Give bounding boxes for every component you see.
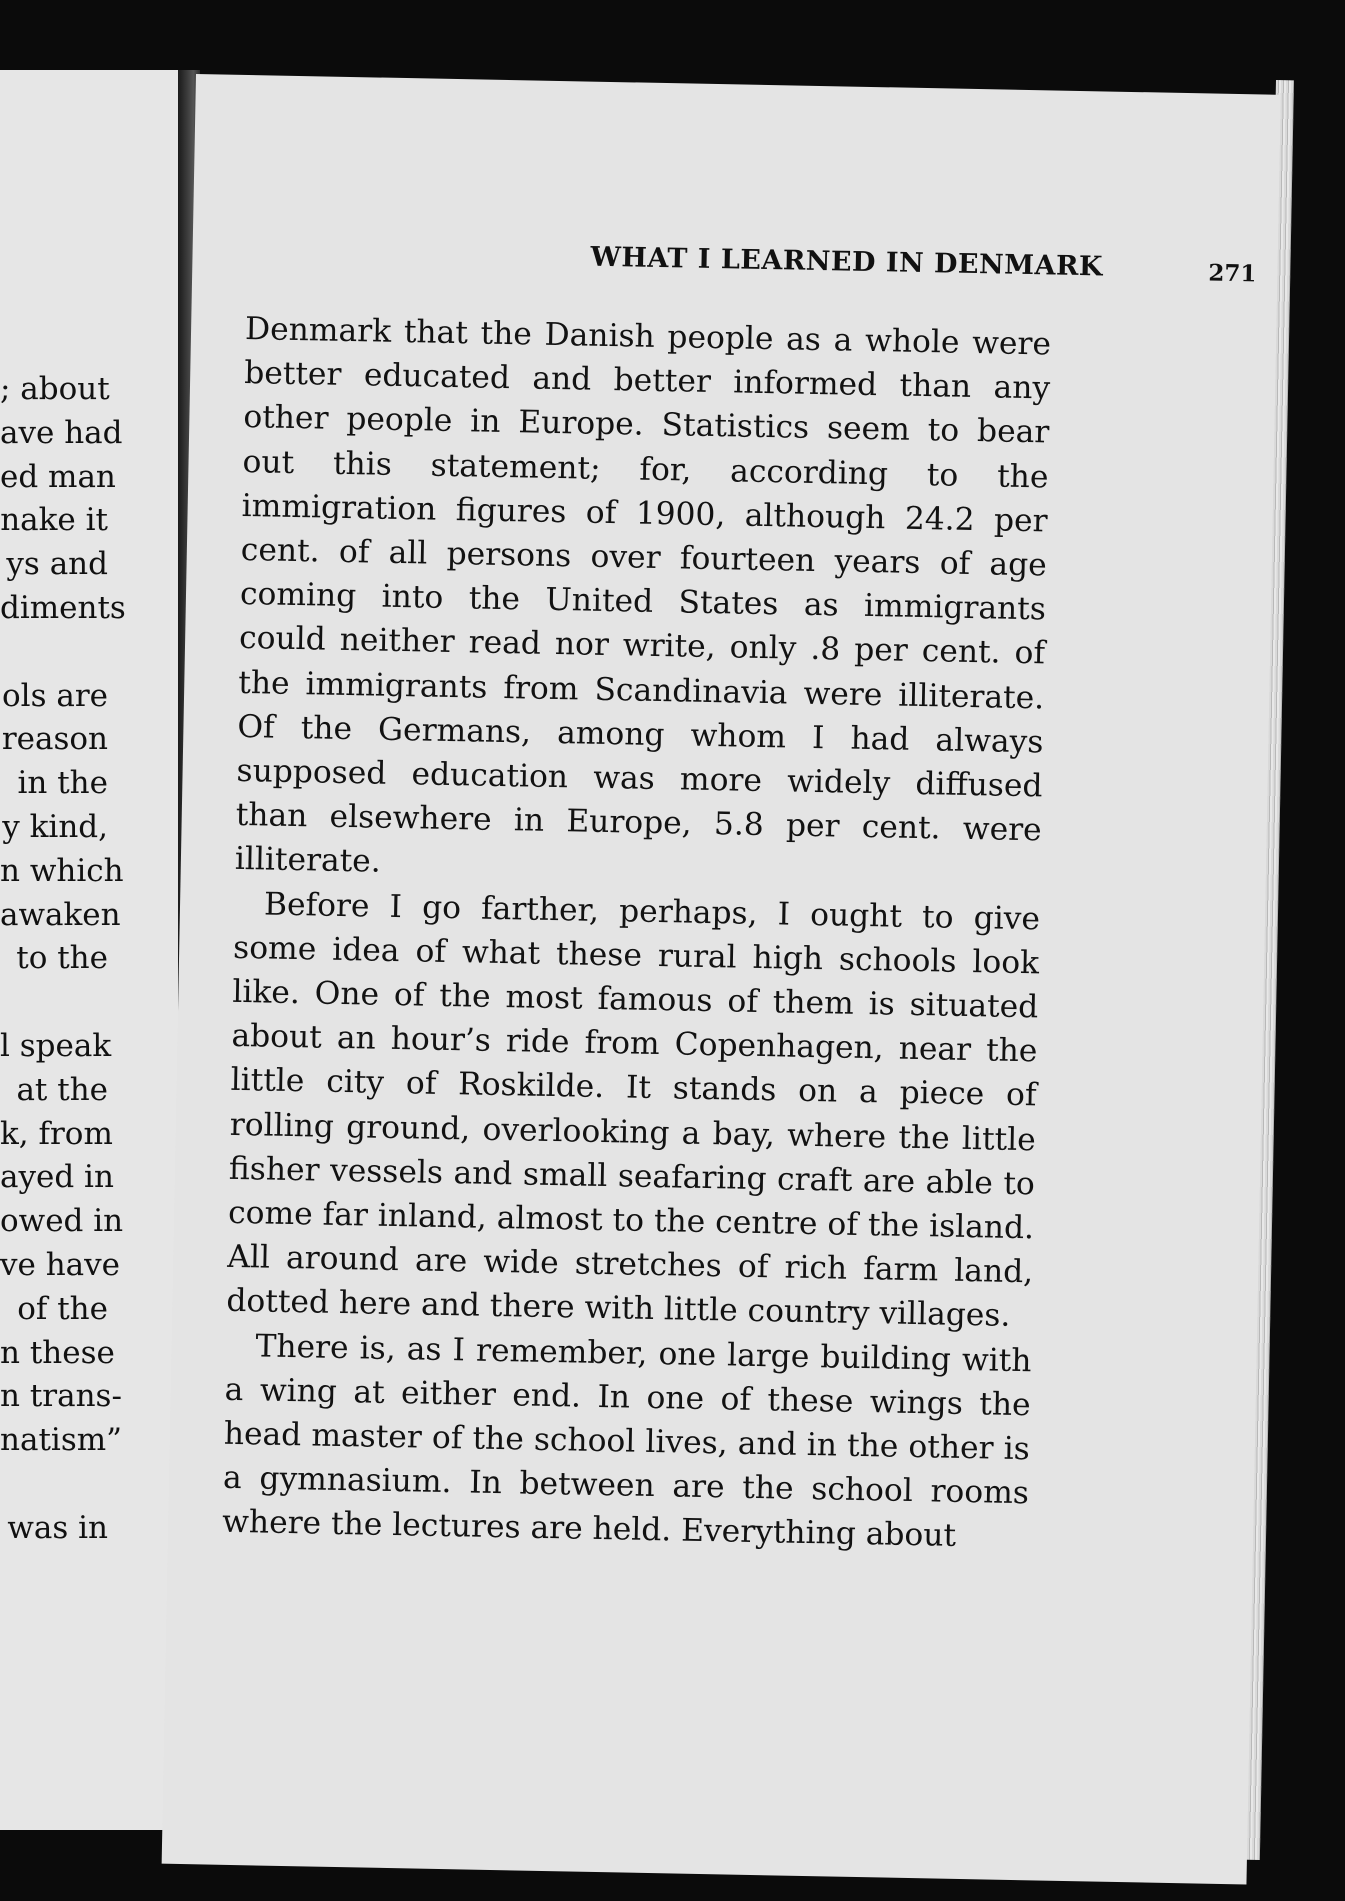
left-line: n trans-	[0, 1378, 122, 1415]
right-page	[162, 74, 1281, 1884]
left-line: ; about	[0, 371, 110, 407]
paragraph: There is, as I remember, one large building with a wing at either end. In one of these wings the head master of the school lives, and in the other is a gymnasium. In between are the school rooms where the lectures are held. Everything about	[221, 1328, 1032, 1555]
left-line: reason	[1, 721, 108, 758]
paragraph: Denmark that the Danish people as a whole were better educated and better informed than any other people in Europe. Statistics seem to bear out this statement; for, according to the immigration figures of 1900, although 24.2 per cent. of all persons over fourteen years of age coming into the United States as immigrants could neither read nor write, only .8 per cent. of the immigrants from Scandinavia were illiterate. Of the Germans, among whom I had always supposed education was more widely diffused than elsewhere in Europe, 5.8 per cent. were illiterate.	[234, 310, 1052, 881]
left-line: owed in	[0, 1203, 124, 1240]
left-line: nake it	[0, 502, 108, 539]
left-line: to the	[16, 940, 108, 977]
left-line: ayed in	[0, 1159, 114, 1196]
left-line: ols are	[2, 677, 108, 714]
left-line: ve have	[0, 1246, 121, 1283]
left-line: k, from	[0, 1115, 113, 1152]
left-line: ys and	[6, 546, 108, 583]
running-head: WHAT I LEARNED IN DENMARK	[590, 241, 1104, 283]
left-line: was in	[7, 1509, 108, 1546]
left-line	[0, 1463, 108, 1507]
left-line: in the	[17, 765, 108, 802]
page-header	[381, 238, 1257, 288]
left-line: n which	[0, 852, 124, 889]
page-number: 271	[1208, 259, 1257, 288]
left-line: l speak	[0, 1027, 112, 1064]
left-page-text	[0, 368, 126, 1551]
left-line	[0, 631, 108, 675]
left-line: natism”	[0, 1422, 122, 1459]
left-line	[0, 981, 108, 1025]
body-text	[222, 307, 1052, 1560]
left-line: diments	[0, 589, 126, 626]
left-line: awaken	[0, 896, 121, 933]
left-line: y kind,	[2, 808, 108, 845]
left-line: ed man	[0, 458, 116, 495]
left-line: ave had	[0, 414, 123, 451]
left-page	[0, 70, 186, 1830]
left-line: at the	[16, 1071, 108, 1108]
paragraph: Before I go farther, perhaps, I ought to give some idea of what these rural high schools look like. One of the most famous of them is situated about an hour’s ride from Copenhagen, near the little city of Roskilde. It stands on a piece of rolling ground, overlooking a bay, where the little fisher vessels and small seafaring craft are able to come far inland, almost to the centre of the island. All around are wide stretches of rich farm land, dotted here and there with little country villages.	[226, 886, 1041, 1335]
left-line: of the	[17, 1290, 108, 1327]
left-line: n these	[0, 1334, 115, 1371]
